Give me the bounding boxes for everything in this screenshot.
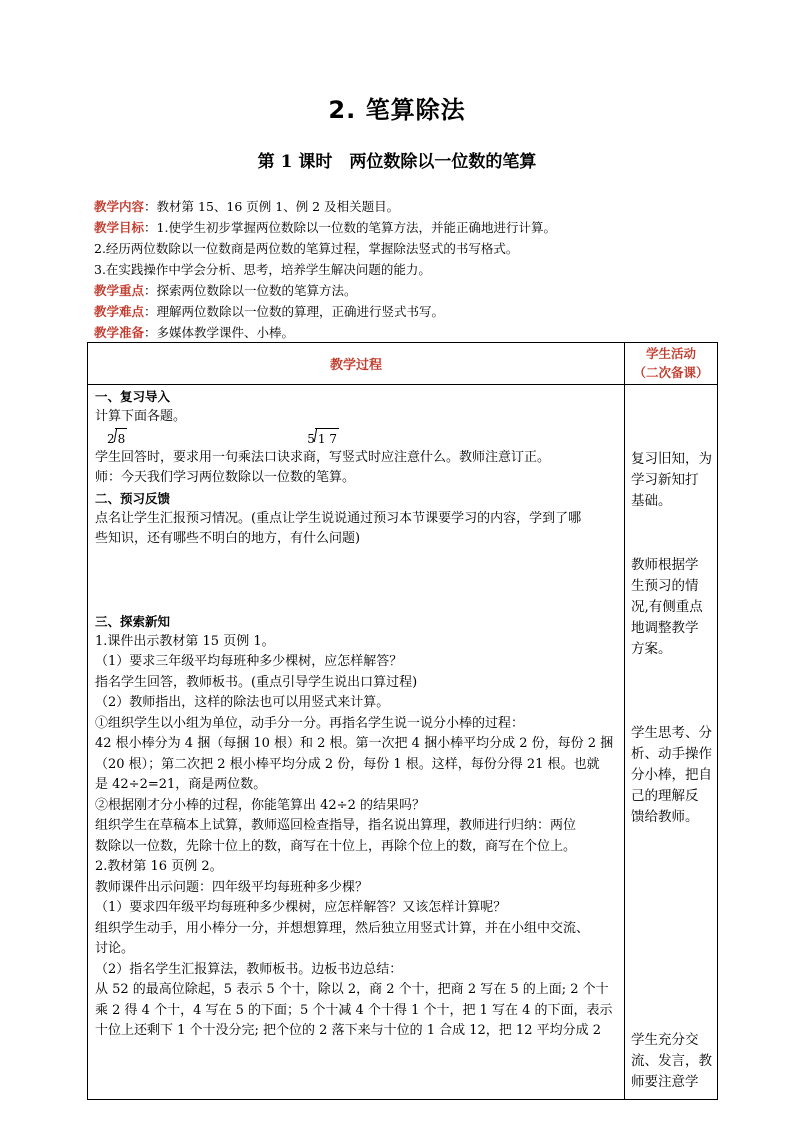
teaching-process-cell — [88, 385, 625, 1100]
section-review: 一、复习导入 — [95, 389, 171, 404]
division-exercises — [95, 428, 618, 448]
explore-line: 教师课件出示问题：四年级平均每班种多少棵？ — [95, 879, 369, 895]
explore-line: 数除以一位数，先除十位上的数，商写在十位上，再除个位上的数，商写在个位上。 — [95, 838, 577, 854]
header-student-activity — [625, 343, 718, 385]
explore-line: （1）要求四年级平均每班种多少棵树，应怎样解答？又该怎样计算呢？ — [95, 900, 507, 915]
meta-content-text: ：教材第 15、16 页例 1、例 2 及相关题目。 — [144, 199, 400, 214]
side-note-discussion — [631, 1030, 712, 1093]
explore-line: 乘 2 得 4 个十，4 写在 5 的下面；5 个十减 4 个十得 1 个十，把 1 写在 4 的下面，表示 — [95, 1002, 613, 1018]
meta-diff-label: 教学难点 — [94, 304, 145, 319]
dividend-2: 1 7 — [315, 428, 339, 449]
divisor-1: 2 — [107, 431, 115, 446]
lesson-table — [87, 342, 718, 1100]
section-preview-feedback: 二、预习反馈 — [95, 490, 171, 506]
side-note-preview — [631, 555, 703, 660]
explore-line: 42 根小棒分为 4 捆（每捆 10 根）和 2 根。第一次把 4 捆小棒平均分成 2 份，每份 2 捆 — [95, 736, 614, 751]
meta-prep — [94, 322, 714, 343]
side-note-line: 方案。 — [631, 641, 672, 657]
meta-goal-label: 教学目标 — [94, 220, 145, 235]
explore-line: （2）指名学生汇报算法，教师板书。边板书边总结： — [95, 961, 403, 977]
dividend-1: 8 — [115, 428, 128, 449]
meta-goal — [94, 217, 714, 238]
meta-goal-2: 2.经历两位数除以一位数商是两位数的笔算过程，掌握除法竖式的书写格式。 — [94, 241, 519, 256]
meta-goal-text: ：1.使学生初步掌握两位数除以一位数的笔算方法，并能正确地进行计算。 — [144, 220, 556, 235]
side-note-line: 师要注意学 — [631, 1074, 699, 1090]
header-side-line-1: 学生活动 — [645, 346, 696, 361]
side-note-line: 馈给教师。 — [631, 809, 699, 825]
divisor-2: 5 — [307, 431, 315, 446]
page-title: 2. 笔算除法 — [328, 96, 466, 124]
side-note-line: 教师根据学 — [631, 557, 699, 573]
side-note-line: 生预习的情 — [631, 578, 699, 594]
meta-prep-text: ：多媒体教学课件、小棒。 — [144, 325, 295, 340]
side-note-line: 地调整教学 — [631, 620, 699, 636]
side-note-explore — [631, 723, 712, 828]
student-activity-cell — [625, 385, 718, 1100]
explore-line: 十位上还剩下 1 个十没分完; 把个位的 2 落下来与十位的 1 合成 12，把 12 平均分成 2 — [95, 1023, 602, 1038]
explore-line: 组织学生在草稿本上试算，教师巡回检查指导，指名说出算理，教师进行归纳：两位 — [95, 818, 577, 833]
meta-content — [94, 196, 714, 217]
explore-line: ①组织学生以小组为单位，动手分一分。再指名学生说一说分小棒的过程： — [95, 715, 525, 731]
side-note-line: 学生充分交 — [631, 1032, 699, 1048]
lesson-subtitle: 第 1 课时 两位数除以一位数的笔算 — [257, 152, 537, 172]
division-exercise-2 — [307, 428, 339, 448]
explore-line: 是 42÷2=21，商是两位数。 — [95, 777, 267, 792]
section-explore: 三、探索新知 — [95, 613, 171, 629]
meta-goal-3: 3.在实践操作中学会分析、思考，培养学生解决问题的能力。 — [94, 262, 431, 277]
explore-line: 指名学生回答，教师板书。(重点引导学生说出口算过程) — [95, 674, 418, 690]
preview-line-2: 些知识，还有哪些不明白的地方，有什么问题) — [95, 531, 361, 546]
review-line-2: 学生回答时，要求用一句乘法口诀求商，写竖式时应注意什么。教师注意订正。 — [95, 449, 551, 465]
explore-line: （2）教师指出，这样的除法也可以用竖式来计算。 — [95, 695, 390, 710]
preview-line-1: 点名让学生汇报预习情况。(重点让学生说说通过预习本节课要学习的内容，学到了哪 — [95, 510, 582, 526]
meta-key — [94, 280, 714, 301]
meta-key-text: ：探索两位数除以一位数的笔算方法。 — [144, 283, 357, 298]
side-note-line: 分小棒，把自 — [631, 767, 712, 783]
explore-line: （1）要求三年级平均每班种多少棵树，应怎样解答？ — [95, 654, 403, 669]
review-line-3: 师：今天我们学习两位数除以一位数的笔算。 — [95, 470, 356, 485]
meta-content-label: 教学内容 — [94, 199, 145, 214]
header-teaching-process: 教学过程 — [88, 343, 625, 385]
explore-line: 讨论。 — [95, 941, 135, 956]
explore-line: ②根据刚才分小棒的过程，你能笔算出 42÷2 的结果吗？ — [95, 797, 425, 813]
explore-line: 2.教材第 16 页例 2。 — [95, 859, 223, 874]
explore-line: 从 52 的最高位除起，5 表示 5 个十，除以 2，商 2 个十，把商 2 写在 5 的上面; 2 个十 — [95, 982, 609, 997]
table-header-row — [88, 343, 718, 385]
meta-prep-label: 教学准备 — [94, 325, 145, 340]
header-side-line-2: （二次备课） — [633, 365, 709, 380]
meta-diff-text: ：理解两位数除以一位数的算理，正确进行竖式书写。 — [144, 304, 445, 319]
side-note-line: 流、发言，教 — [631, 1053, 712, 1069]
side-note-line: 学生思考、分 — [631, 725, 712, 741]
side-note-line: 学习新知打 — [631, 472, 699, 488]
explore-line: （20 根）；第二次把 2 根小棒平均分成 2 份，每份 1 根。这样，每份分得 21 根。也就 — [95, 756, 600, 772]
division-exercise-1 — [107, 428, 127, 448]
side-note-line: 基础。 — [631, 493, 672, 509]
explore-line: 1.课件出示教材第 15 页例 1。 — [95, 633, 275, 649]
review-line-1: 计算下面各题。 — [95, 409, 187, 424]
explore-line: 组织学生动手，用小棒分一分，并想想算理，然后独立用竖式计算，并在小组中交流、 — [95, 920, 590, 936]
meta-key-label: 教学重点 — [94, 283, 145, 298]
side-note-review — [631, 449, 712, 512]
spacer — [95, 550, 618, 612]
table-body-row — [88, 385, 718, 1100]
meta-difficulty — [94, 301, 714, 322]
lesson-meta — [94, 196, 714, 343]
side-note-line: 复习旧知，为 — [631, 451, 712, 467]
side-note-line: 况,有侧重点 — [631, 599, 703, 615]
side-note-line: 己的理解反 — [631, 788, 699, 804]
side-note-line: 析、动手操作 — [631, 746, 712, 762]
